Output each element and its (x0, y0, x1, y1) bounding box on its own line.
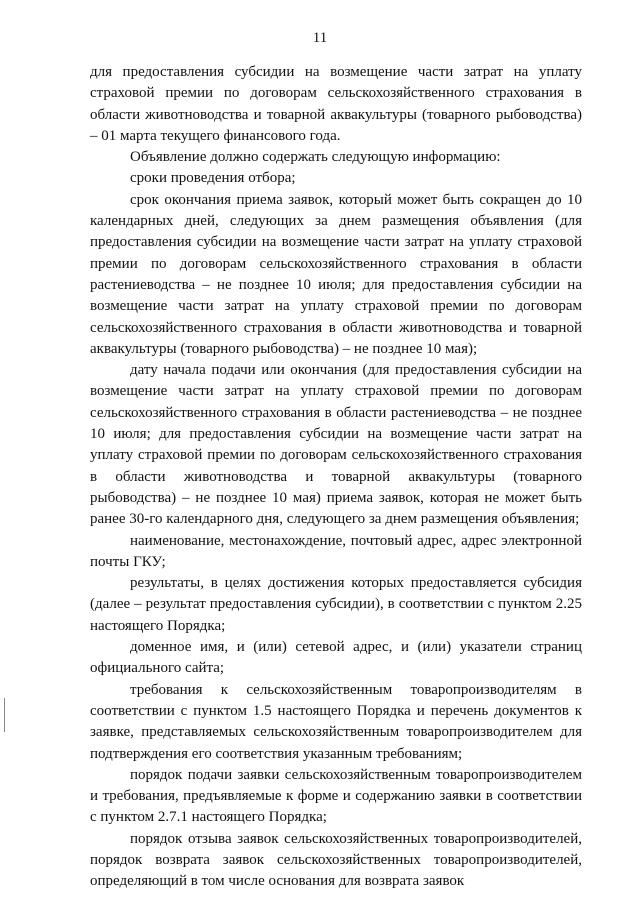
paragraph-announcement-intro: Объявление должно содержать следующую информацию: (130, 149, 501, 166)
paragraph-start-date: дату начала подачи или окончания (для предоставления субсидии на возмещение части затрат на уплату страховой премии по договорам сельскохозяйственного страхования в области растениеводства – не позднее 10 июля; для предоставления субсидии на возмещение части затрат на уплату страховой премии по договорам сельскохозяйственного страхования в области животноводства и товарной аквакультуры (товарного рыбоводства) – не позднее 10 мая) приема заявок, которая не может быть ранее 30-го календарного дня, следующего за днем размещения объявления; (90, 362, 582, 528)
margin-mark (4, 698, 5, 732)
paragraph-selection-period: сроки проведения отбора; (130, 170, 296, 187)
paragraph-requirements: требования к сельскохозяйственным товаропроизводителям в соответствии с пунктом 1.5 настоящего Порядка и перечень документов к заявке, представляемых сельскохозяйственным товаропроизводителем для подтверждения его соответствия указанным требованиям; (90, 681, 582, 762)
paragraph-continuation: для предоставления субсидии на возмещение части затрат на уплату страховой премии по договорам сельскохозяйственного страхования в области животноводства и товарной аквакультуры (товарного рыбоводства) – 01 марта текущего финансового года. (90, 64, 582, 144)
paragraph-withdrawal-order: порядок отзыва заявок сельскохозяйственных товаропроизводителей, порядок возврата заявок сельскохозяйственных товаропроизводителей, определяющий в том числе основания для возврата заявок (90, 830, 582, 890)
paragraph-results: результаты, в целях достижения которых предоставляется субсидия (далее – результат предоставления субсидии), в соответствии с пунктом 2.25 настоящего Порядка; (90, 575, 582, 634)
document-body (90, 62, 582, 893)
paragraph-submission-order: порядок подачи заявки сельскохозяйственным товаропроизводителем и требования, предъявляемые к форме и содержанию заявки в соответствии с пунктом 2.7.1 настоящего Порядка; (90, 766, 582, 826)
paragraph-domain: доменное имя, и (или) сетевой адрес, и (или) указатели страниц официального сайта; (90, 639, 582, 677)
paragraph-deadline: срок окончания приема заявок, который может быть сокращен до 10 календарных дней, следующих за днем размещения объявления (для предоставления субсидии на возмещение части затрат на уплату страховой премии по договорам сельскохозяйственного страхования в области растениеводства – не позднее 10 июля; для предоставления субсидии на возмещение части затрат на уплату страховой премии по договорам сельскохозяйственного страхования в области животноводства и товарной аквакультуры (товарного рыбоводства) – не позднее 10 мая); (90, 191, 582, 357)
page-number: 11 (312, 30, 328, 46)
paragraph-gku-address: наименование, местонахождение, почтовый адрес, адрес электронной почты ГКУ; (90, 532, 582, 570)
